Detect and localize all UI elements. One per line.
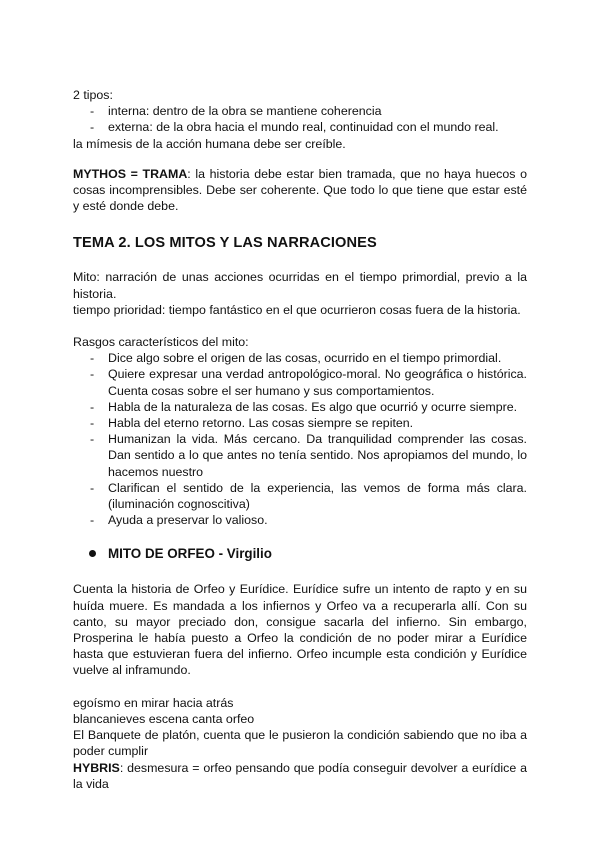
- rasgos-label: Rasgos característicos del mito:: [73, 335, 249, 350]
- rasgos-list: [73, 350, 527, 528]
- mimesis-line: la mímesis de la acción humana debe ser creíble.: [73, 136, 346, 151]
- list-item: - Ayuda a preservar lo valioso.: [73, 512, 527, 528]
- subsection-heading-orfeo: [73, 545, 527, 563]
- list-item: - Humanizan la vida. Más cercano. Da tranquilidad comprender las cosas. Dan sentido a lo que antes no tenía sentido. Nos apropiamos del mundo, lo hacemos nuestro: [73, 431, 527, 480]
- note-line: blancanieves escena canta orfeo: [73, 711, 255, 726]
- list-item: - interna: dentro de la obra se mantiene coherencia: [73, 103, 527, 119]
- page-content: [73, 87, 527, 792]
- hybris-paragraph: [73, 760, 527, 792]
- tiempo-prioridad: tiempo prioridad: tiempo fantástico en el que ocurrieron cosas fuera de la historia.: [73, 302, 521, 317]
- note-line: El Banquete de platón, cuenta que le pusieron la condición sabiendo que no iba a poder cumplir: [73, 728, 527, 759]
- mythos-term: MYTHOS = TRAMA: [73, 166, 188, 181]
- orfeo-title: MITO DE ORFEO - Virgilio: [108, 546, 272, 562]
- list-item: - externa: de la obra hacia el mundo real, continuidad con el mundo real.: [73, 119, 527, 135]
- bullet-icon: [89, 550, 96, 557]
- list-item: - Clarifican el sentido de la experiencia, las vemos de forma más clara. (iluminación cognoscitiva): [73, 480, 527, 512]
- list-item: - Dice algo sobre el origen de las cosas, ocurrido en el tiempo primordial.: [73, 350, 527, 366]
- hybris-term: HYBRIS: [73, 760, 120, 775]
- orfeo-paragraph: Cuenta la historia de Orfeo y Eurídice. Eurídice sufre un intento de rapto y en su huída muere. Es mandada a los infiernos y Orfeo va a recuperarla allí. Con su canto, su mayor preciado don, consigue sacarla del infierno. Sin embargo, Prosperina le había puesto a Orfeo la condición de no poder mirar a Eurídice hasta que estuvieran fuera del infierno. Orfeo incumple esta condición y Eurídice vuelve al inframundo.: [73, 582, 527, 678]
- mito-definition: Mito: narración de unas acciones ocurridas en el tiempo primordial, previo a la historia.: [73, 270, 527, 301]
- section-heading-tema2: TEMA 2. LOS MITOS Y LAS NARRACIONES: [73, 235, 377, 252]
- list-item: - Habla de la naturaleza de las cosas. Es algo que ocurrió y ocurre siempre.: [73, 399, 527, 415]
- note-line: egoísmo en mirar hacia atrás: [73, 695, 234, 710]
- mythos-text: : la historia debe estar bien tramada, que no haya huecos o cosas incomprensibles. Debe ser coherente. Que todo lo que tiene que estar esté y esté donde debe.: [73, 166, 527, 214]
- mythos-paragraph: [73, 166, 527, 215]
- hybris-text: : desmesura = orfeo pensando que podía conseguir devolver a eurídice a la vida: [73, 760, 527, 791]
- list-item: - Quiere expresar una verdad antropológico-moral. No geográfica o histórica. Cuenta cosas sobre el ser humano y sus comportamientos.: [73, 366, 527, 398]
- list-item: - Habla del eterno retorno. Las cosas siempre se repiten.: [73, 415, 527, 431]
- types-list: [73, 103, 527, 135]
- types-label: 2 tipos:: [73, 88, 113, 102]
